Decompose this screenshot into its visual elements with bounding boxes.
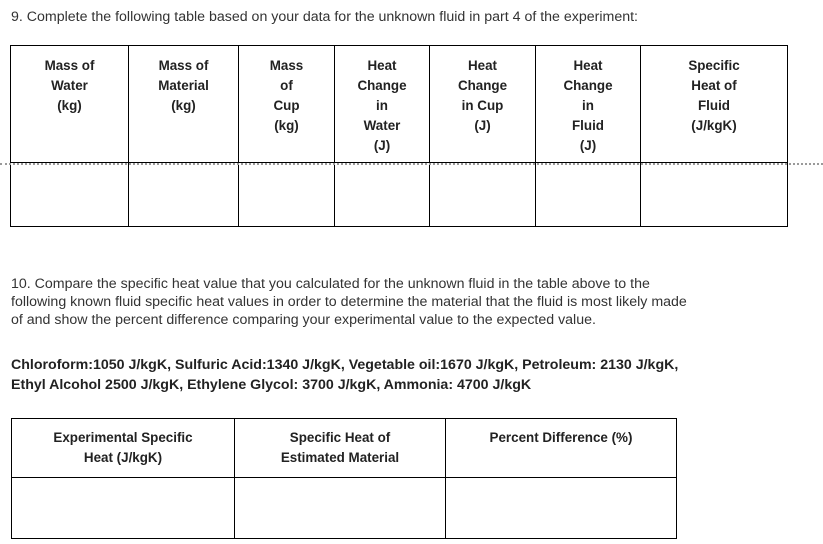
unknown-fluid-data-table	[10, 45, 788, 227]
header-percent-difference: Percent Difference (%)	[446, 419, 677, 478]
heat-change-in-fluid-cell[interactable]	[536, 163, 641, 227]
known-specific-heat-values: Chloroform:1050 J/kgK, Sulfuric Acid:1340 J/kgK, Vegetable oil:1670 J/kgK, Petroleum: 2130 J/kgK, Ethyl Alcohol 2500 J/kgK, Ethylene Glycol: 3700 J/kgK, Ammonia: 4700 J/kgK	[11, 357, 679, 393]
comparison-table	[11, 418, 677, 539]
table-header-row	[11, 46, 788, 163]
estimated-material-specific-heat-cell[interactable]	[235, 478, 446, 539]
header-specific-heat-estimated-material: Specific Heat of Estimated Material	[235, 419, 446, 478]
header-mass-of-cup: Mass of Cup (kg)	[239, 46, 335, 163]
header-experimental-specific-heat: Experimental Specific Heat (J/kgK)	[12, 419, 235, 478]
header-mass-of-material: Mass of Material (kg)	[129, 46, 239, 163]
header-heat-change-in-fluid: Heat Change in Fluid (J)	[536, 46, 641, 163]
table-header-row	[12, 419, 677, 478]
question-10-prompt: 10. Compare the specific heat value that you calculated for the unknown fluid in the table above to the following known fluid specific heat values in order to determine the material that the fluid is most likely made of and show the percent difference comparing your experimental value to the expected value.	[11, 276, 687, 328]
question-9-prompt: 9. Complete the following table based on your data for the unknown fluid in part 4 of the experiment:	[11, 9, 639, 25]
header-heat-change-in-cup: Heat Change in Cup (J)	[430, 46, 536, 163]
mass-of-material-cell[interactable]	[129, 163, 239, 227]
header-mass-of-water: Mass of Water (kg)	[11, 46, 129, 163]
experimental-specific-heat-cell[interactable]	[12, 478, 235, 539]
table-row	[12, 478, 677, 539]
page-break-divider	[0, 163, 823, 165]
table-row	[11, 163, 788, 227]
header-specific-heat-of-fluid: Specific Heat of Fluid (J/kgK)	[641, 46, 788, 163]
header-heat-change-in-water: Heat Change in Water (J)	[335, 46, 430, 163]
heat-change-in-water-cell[interactable]	[335, 163, 430, 227]
mass-of-water-cell[interactable]	[11, 163, 129, 227]
percent-difference-cell[interactable]	[446, 478, 677, 539]
mass-of-cup-cell[interactable]	[239, 163, 335, 227]
specific-heat-of-fluid-cell[interactable]	[641, 163, 788, 227]
heat-change-in-cup-cell[interactable]	[430, 163, 536, 227]
